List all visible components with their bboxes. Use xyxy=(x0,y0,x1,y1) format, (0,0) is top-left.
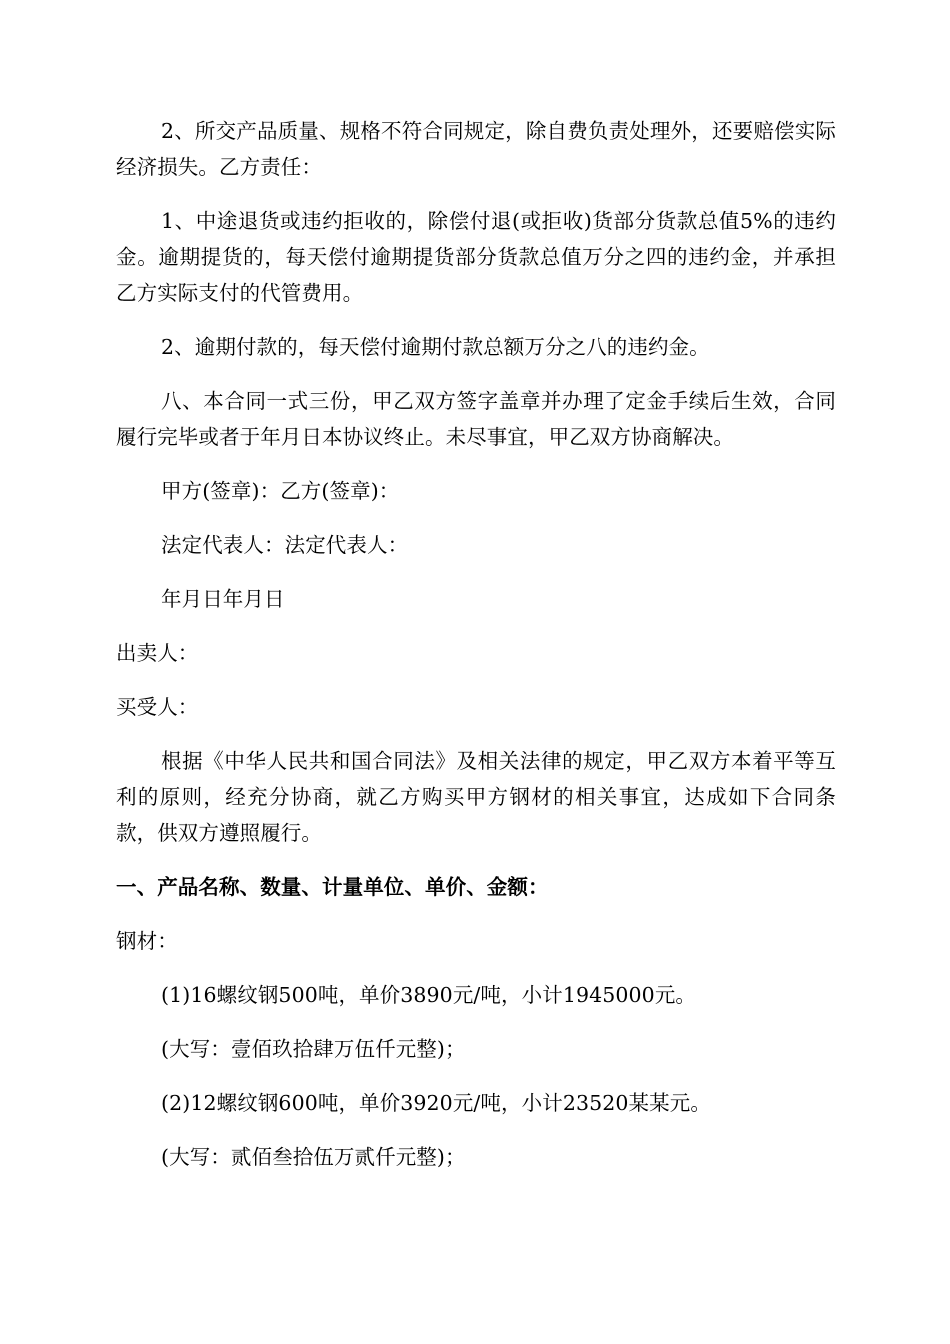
document-page xyxy=(116,113,836,1193)
signature-date-line: 年月日年月日 xyxy=(161,587,285,611)
item-rebar-12-amount-words: (大写：贰佰叁拾伍万贰仟元整)； xyxy=(161,1145,466,1169)
paragraph-buyer-liability-1: 1、中途退货或违约拒收的，除偿付退(或拒收)货部分货款总值5%的违约金。逾期提货的，每天偿付逾期提货部分货款总值万分之四的违约金，并承担乙方实际支付的代管费用。 xyxy=(116,209,836,305)
paragraph-seller-liability-2: 2、所交产品质量、规格不符合同规定，除自费负责处理外，还要赔偿实际经济损失。乙方责任： xyxy=(116,119,836,179)
item-rebar-16: (1)16螺纹钢500吨，单价3890元/吨，小计1945000元。 xyxy=(161,983,697,1007)
section-heading-product-info: 一、产品名称、数量、计量单位、单价、金额： xyxy=(116,875,549,899)
paragraph-clause-eight: 八、本合同一式三份，甲乙双方签字盖章并办理了定金手续后生效，合同履行完毕或者于年月日本协议终止。未尽事宜，甲乙双方协商解决。 xyxy=(116,389,836,449)
seller-label: 出卖人： xyxy=(116,641,199,665)
signature-parties-line: 甲方(签章)：乙方(签章)： xyxy=(161,479,400,503)
legal-representative-line: 法定代表人：法定代表人： xyxy=(161,533,409,557)
buyer-label: 买受人： xyxy=(116,695,199,719)
item-rebar-16-amount-words: (大写：壹佰玖拾肆万伍仟元整)； xyxy=(161,1037,466,1061)
item-rebar-12: (2)12螺纹钢600吨，单价3920元/吨，小计23520某某元。 xyxy=(161,1091,711,1115)
paragraph-preamble: 根据《中华人民共和国合同法》及相关法律的规定，甲乙双方本着平等互利的原则，经充分协商，就乙方购买甲方钢材的相关事宜，达成如下合同条款，供双方遵照履行。 xyxy=(116,749,836,845)
material-label: 钢材： xyxy=(116,929,178,953)
paragraph-buyer-liability-2: 2、逾期付款的，每天偿付逾期付款总额万分之八的违约金。 xyxy=(161,335,710,359)
